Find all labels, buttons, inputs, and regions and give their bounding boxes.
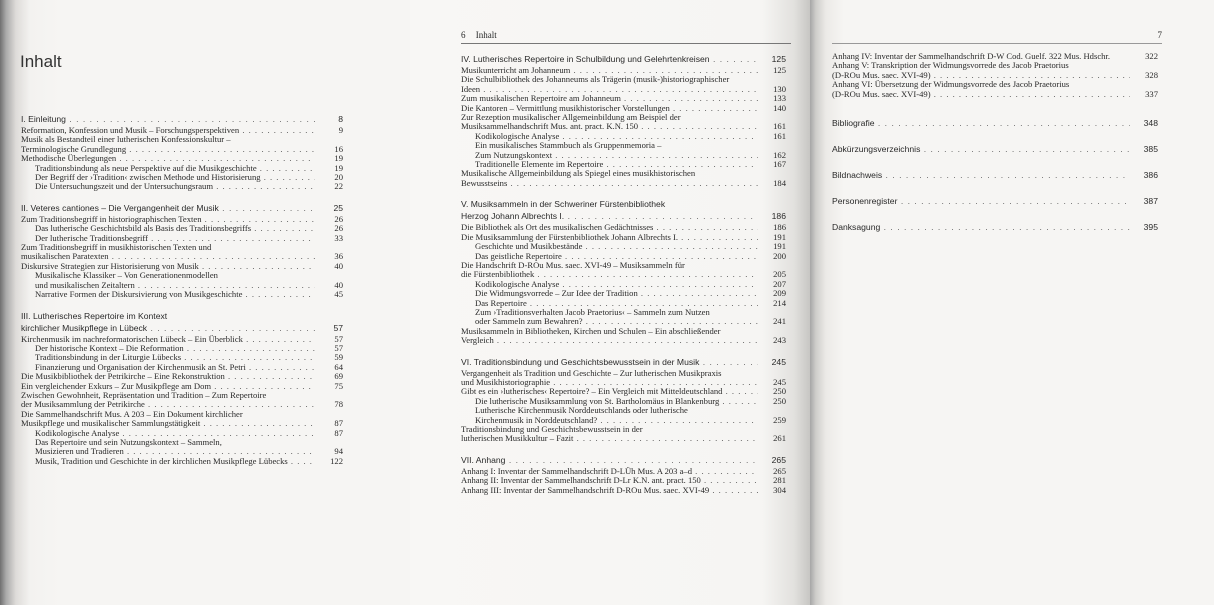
toc-page-number: 78	[334, 399, 343, 410]
toc-entry	[461, 406, 786, 415]
toc-page-number: 25	[333, 202, 343, 213]
toc-entry-title: Ein vergleichender Exkurs – Zur Musikpflege am Dom . . .	[21, 382, 315, 391]
toc-entry	[461, 169, 786, 178]
toc-page-number: 26	[334, 213, 343, 224]
toc-entry	[21, 182, 343, 191]
toc-chapter-heading	[461, 199, 786, 210]
toc-page-number: 87	[334, 427, 343, 438]
toc-entry-title: Bewusstseins . . .	[461, 179, 758, 188]
toc-page-number: 387	[1143, 196, 1158, 207]
toc-entry-title: Gibt es ein ›lutherisches‹ Repertoire? – Ein Vergleich mit Mitteldeutschland . . .	[461, 387, 758, 396]
toc-page-number: 45	[334, 289, 343, 300]
toc-entry	[461, 299, 786, 308]
toc-entry	[21, 262, 343, 271]
toc-page-number: 133	[773, 93, 786, 104]
toc-page-number: 16	[334, 143, 343, 154]
toc-chapter-heading	[461, 211, 786, 222]
toc-entry	[21, 353, 343, 362]
toc-page-number: 57	[334, 342, 343, 353]
toc-entry-title: Danksagung . . .	[832, 221, 1130, 233]
toc-entry	[461, 132, 786, 141]
toc-page-number: 250	[773, 395, 786, 406]
toc-page-number: 214	[773, 297, 786, 308]
toc-entry-title: Die Musiksammlung der Fürstenbibliothek Johann Albrechts I. . . .	[461, 233, 758, 242]
toc-entry-title: Traditionsbindung als neue Perspektive auf die Musikgeschichte . . .	[21, 164, 315, 173]
toc-entry-title: Zum Traditionsbegriff in historiographischen Texten . . .	[21, 215, 315, 224]
toc-entry-title: VI. Traditionsbindung und Geschichtsbewusstsein in der Musik . . .	[461, 357, 758, 368]
toc-page-number: 265	[773, 465, 786, 476]
toc-entry	[461, 151, 786, 160]
running-head-label: Inhalt	[475, 30, 497, 40]
toc-entry	[21, 290, 343, 299]
toc-entry-title: Der lutherische Traditionsbegriff . . .	[21, 234, 315, 243]
toc-entry-title: Kodikologische Analyse . . .	[461, 280, 758, 289]
toc-entry-title: und Musikhistoriographie . . .	[461, 378, 758, 387]
toc-page-number: 22	[334, 181, 343, 192]
toc-entry	[461, 122, 786, 131]
toc-entry-title: Anhang IV: Inventar der Sammelhandschrift D-W Cod. Guelf. 322 Mus. Hdschr.	[832, 52, 1110, 61]
toc-section	[21, 114, 343, 192]
toc-entry	[21, 419, 343, 428]
toc-entry-title: Musikalische Klassiker – Von Generationenmodellen	[35, 271, 218, 281]
toc-entry-title: Traditionsbindung in der Liturgie Lübecks . . .	[21, 353, 315, 362]
toc-entry-title: Reformation, Konfession und Musik – Forschungsperspektiven . . .	[21, 126, 315, 135]
toc-entry	[21, 164, 343, 173]
toc-section	[21, 203, 343, 300]
toc-entry	[21, 243, 343, 252]
toc-entry	[461, 261, 786, 270]
toc-entry-title: Die Kantoren – Vermittlung musikhistorischer Vorstellungen . . .	[461, 104, 758, 113]
toc-page-number: 40	[334, 260, 343, 271]
toc-entry	[21, 438, 343, 447]
toc-entry-title: Abkürzungsverzeichnis . . .	[832, 143, 1130, 155]
toc-entry	[21, 252, 343, 261]
toc-entry	[461, 280, 786, 289]
toc-entry	[21, 154, 343, 163]
toc-chapter-heading	[832, 143, 1158, 155]
toc-right-column	[832, 52, 1158, 247]
toc-page-number: 75	[334, 380, 343, 391]
toc-entry-title: (D-ROu Mus. saec. XVI-49) . . .	[832, 71, 1130, 80]
toc-page-number: 36	[334, 251, 343, 262]
toc-entry	[461, 486, 786, 495]
toc-page-number: 184	[773, 177, 786, 188]
toc-entry	[461, 425, 786, 434]
toc-entry	[461, 416, 786, 425]
toc-page-number: 241	[773, 316, 786, 327]
toc-entry	[21, 271, 343, 280]
toc-section	[21, 311, 343, 467]
toc-page-number: 385	[1143, 144, 1158, 155]
toc-entry-title: VII. Anhang . . .	[461, 455, 758, 466]
toc-page-number: 125	[771, 54, 786, 64]
toc-page-number: 33	[334, 232, 343, 243]
toc-chapter-heading	[832, 195, 1158, 207]
toc-entry	[461, 369, 786, 378]
toc-page-number: 259	[773, 414, 786, 425]
back-matter-list	[832, 117, 1158, 233]
toc-entry-title: Die Untersuchungszeit und der Untersuchungsraum . . .	[21, 182, 315, 191]
toc-entry	[21, 135, 343, 144]
toc-page-number: 161	[773, 130, 786, 141]
toc-entry-title: der Musiksammlung der Petrikirche . . .	[21, 400, 315, 409]
toc-entry-title: Anhang III: Inventar der Sammelhandschrift D-ROu Mus. saec. XVI-49 . . .	[461, 486, 758, 495]
toc-entry	[21, 215, 343, 224]
toc-entry-title: lutherischen Musikkultur – Fazit . . .	[461, 434, 758, 443]
toc-page-number: 265	[771, 454, 786, 465]
toc-entry-title: Die Schulbibliothek des Johanneums als Trägerin (musik-)historiographischer	[461, 75, 730, 85]
toc-page-number: 161	[773, 121, 786, 132]
toc-entry-title: Die lutherische Musiksammlung von St. Bartholomäus in Blankenburg . . .	[461, 397, 758, 406]
toc-entry-title: Die Handschrift D-ROu Mus. saec. XVI-49 – Musiksammeln für	[461, 260, 685, 270]
toc-entry-title: Methodische Überlegungen . . .	[21, 154, 315, 163]
toc-entry	[21, 145, 343, 154]
toc-entry-title: Bildnachweis . . .	[832, 169, 1130, 181]
toc-entry-title: Zur Rezeption musikalischer Allgemeinbildung am Beispiel der	[461, 113, 681, 123]
toc-page-number: 261	[773, 433, 786, 444]
toc-entry-title: Das geistliche Repertoire . . .	[461, 252, 758, 261]
toc-chapter-heading	[461, 357, 786, 368]
toc-entry-title: Personenregister . . .	[832, 195, 1130, 207]
toc-entry	[461, 270, 786, 279]
toc-entry-title: Vergangenheit als Tradition und Geschichte – Zur lutherischen Musikpraxis	[461, 368, 722, 378]
toc-middle-column	[461, 54, 786, 506]
toc-entry	[21, 457, 343, 466]
toc-entry-title: Herzog Johann Albrechts I. . . .	[461, 211, 758, 222]
toc-page-number: 281	[773, 475, 786, 486]
toc-page-number: 40	[334, 279, 343, 290]
toc-page-number: 8	[338, 114, 343, 124]
toc-entry-title: die Fürstenbibliothek . . .	[461, 270, 758, 279]
toc-entry-title: Kodikologische Analyse . . .	[461, 132, 758, 141]
toc-entry	[461, 223, 786, 232]
toc-page-number: 57	[334, 333, 343, 344]
toc-entry	[461, 160, 786, 169]
toc-entry-title: III. Lutherisches Repertoire im Kontext	[21, 310, 168, 321]
toc-entry	[461, 242, 786, 251]
toc-section	[461, 455, 786, 495]
toc-entry	[461, 75, 786, 84]
toc-entry	[461, 476, 786, 485]
toc-entry-title: oder Sammeln zum Bewahren? . . .	[461, 317, 758, 326]
toc-page-number: 348	[1143, 118, 1158, 129]
toc-entry	[21, 410, 343, 419]
toc-entry	[832, 80, 1158, 89]
toc-page-number: 386	[1143, 170, 1158, 181]
toc-entry-title: Musik, Tradition und Geschichte in der kirchlichen Musikpflege Lübecks . . .	[21, 457, 315, 466]
toc-entry-title: Zum Nutzungskontext . . .	[461, 151, 758, 160]
toc-entry	[21, 234, 343, 243]
toc-entry	[21, 344, 343, 353]
toc-chapter-heading	[832, 221, 1158, 233]
toc-page-number: 245	[773, 376, 786, 387]
toc-page-number: 243	[773, 335, 786, 346]
toc-entry	[21, 400, 343, 409]
toc-page-number: 304	[773, 484, 786, 495]
toc-entry-title: Zwischen Gewohnheit, Repräsentation und Tradition – Zum Repertoire	[21, 390, 267, 400]
toc-section	[461, 199, 786, 345]
toc-entry-title: (D-ROu Mus. saec. XVI-49) . . .	[832, 90, 1130, 99]
toc-entry	[461, 104, 786, 113]
toc-entry-title: musikalischen Paratexten . . .	[21, 252, 315, 261]
toc-page-number: 209	[773, 288, 786, 299]
toc-page-number: 19	[334, 162, 343, 173]
toc-entry	[21, 126, 343, 135]
toc-entry-title: Der Begriff der ›Tradition‹ zwischen Methode und Historisierung . . .	[21, 173, 315, 182]
toc-entry-title: Traditionelle Elemente im Repertoire . . .	[461, 160, 758, 169]
running-head-left	[461, 30, 791, 44]
toc-entry-title: Kirchenmusik in Norddeutschland? . . .	[461, 416, 758, 425]
toc-entry-title: kirchlicher Musikpflege in Lübeck . . .	[21, 323, 315, 334]
appendix-continued	[832, 52, 1158, 99]
toc-page-number: 322	[1145, 51, 1158, 61]
toc-entry-title: Anhang V: Transkription der Widmungsvorrede des Jacob Praetorius	[832, 61, 1069, 71]
toc-entry	[21, 335, 343, 344]
toc-entry	[21, 173, 343, 182]
toc-page-number: 191	[773, 241, 786, 252]
toc-page-number: 205	[773, 269, 786, 280]
toc-entry-title: Das Repertoire . . .	[461, 299, 758, 308]
toc-entry	[21, 429, 343, 438]
toc-entry	[21, 391, 343, 400]
toc-page-number: 122	[330, 455, 343, 466]
toc-entry-title: I. Einleitung . . .	[21, 114, 315, 125]
toc-entry-title: Kirchenmusik im nachreformatorischen Lübeck – Ein Überblick . . .	[21, 335, 315, 344]
toc-entry	[461, 85, 786, 94]
toc-entry	[832, 52, 1158, 61]
toc-page-number: 207	[773, 278, 786, 289]
toc-page-number: 64	[334, 361, 343, 372]
page-title: Inhalt	[20, 52, 62, 71]
toc-entry	[21, 372, 343, 381]
running-head-right	[832, 30, 1162, 44]
toc-page-number: 87	[334, 418, 343, 429]
toc-entry-title: Finanzierung und Organisation der Kirchenmusik an St. Petri . . .	[21, 363, 315, 372]
toc-entry-title: Musizieren und Tradieren . . .	[21, 447, 315, 456]
toc-entry-title: V. Musiksammeln in der Schweriner Fürstenbibliothek	[461, 199, 666, 210]
toc-page-number: 337	[1145, 88, 1158, 99]
toc-page-number: 245	[771, 356, 786, 367]
toc-entry-title: Diskursive Strategien zur Historisierung von Musik . . .	[21, 262, 315, 271]
toc-entry	[461, 378, 786, 387]
toc-entry-title: Das lutherische Geschichtsbild als Basis des Traditionsbegriffs . . .	[21, 224, 315, 233]
toc-entry-title: Bibliografie . . .	[832, 117, 1130, 129]
toc-entry-title: Geschichte und Musikbestände . . .	[461, 242, 758, 251]
toc-entry	[21, 281, 343, 290]
toc-page-number: 186	[771, 211, 786, 222]
toc-page-number: 200	[773, 250, 786, 261]
toc-entry-title: Terminologische Grundlegung . . .	[21, 145, 315, 154]
toc-entry-title: Zum Traditionsbegriff in musikhistorischen Texten und	[21, 243, 212, 253]
toc-entry-title: Kodikologische Analyse . . .	[21, 429, 315, 438]
toc-entry-title: Ein musikalisches Stammbuch als Gruppenmemoria –	[475, 141, 662, 151]
toc-entry	[461, 289, 786, 298]
toc-page-number: 57	[333, 322, 343, 333]
toc-entry-title: Musiksammeln in Bibliotheken, Kirchen und Schulen – Ein abschließender	[461, 326, 721, 336]
toc-entry	[21, 447, 343, 456]
toc-entry-title: Anhang VI: Übersetzung der Widmungsvorrede des Jacob Praetorius	[832, 80, 1070, 90]
toc-entry	[461, 66, 786, 75]
toc-entry	[461, 233, 786, 242]
toc-page-number: 140	[773, 102, 786, 113]
toc-page-number: 186	[773, 222, 786, 233]
toc-entry	[832, 71, 1158, 80]
toc-entry-title: Vergleich . . .	[461, 336, 758, 345]
toc-page-number: 125	[773, 65, 786, 75]
toc-chapter-heading	[21, 203, 343, 214]
toc-entry	[461, 113, 786, 122]
toc-page-number: 167	[773, 159, 786, 170]
toc-entry-title: Musikalische Allgemeinbildung als Spiegel eines musikhistorischen	[461, 169, 696, 179]
toc-chapter-heading	[832, 169, 1158, 181]
toc-entry	[461, 179, 786, 188]
toc-entry-title: Anhang II: Inventar der Sammelhandschrift D-Lr K.N. ant. pract. 150 . . .	[461, 476, 758, 485]
toc-entry	[461, 308, 786, 317]
toc-entry	[461, 141, 786, 150]
toc-page-number: 9	[338, 125, 343, 135]
toc-entry	[461, 467, 786, 476]
toc-page-number: 94	[334, 446, 343, 457]
toc-entry	[461, 317, 786, 326]
toc-entry-title: IV. Lutherisches Repertoire in Schulbildung und Gelehrtenkreisen . . .	[461, 54, 758, 65]
toc-entry	[461, 94, 786, 103]
toc-entry-title: Ideen . . .	[461, 85, 758, 94]
toc-chapter-heading	[832, 117, 1158, 129]
page-number: 6	[461, 30, 466, 40]
toc-page-number: 19	[334, 153, 343, 164]
toc-entry-title: Die Musikbibliothek der Petrikirche – Eine Rekonstruktion . . .	[21, 372, 315, 381]
toc-chapter-heading	[21, 323, 343, 334]
toc-entry-title: Das Repertoire und sein Nutzungskontext – Sammeln,	[35, 437, 222, 447]
toc-chapter-heading	[461, 455, 786, 466]
toc-page-number: 130	[773, 83, 786, 94]
toc-entry-title: Musik als Bestandteil einer lutherischen Konfessionskultur –	[21, 135, 231, 145]
toc-chapter-heading	[21, 114, 343, 125]
toc-entry	[461, 387, 786, 396]
toc-page-number: 395	[1143, 222, 1158, 233]
toc-entry-title: Narrative Formen der Diskursivierung von Musikgeschichte . . .	[21, 290, 315, 299]
toc-entry-title: Zum ›Traditionsverhalten Jacob Praetorius‹ – Sammeln zum Nutzen	[475, 307, 710, 317]
toc-entry-title: Musiksammelhandschrift Mus. ant. pract. K.N. 150 . . .	[461, 122, 758, 131]
toc-page-number: 191	[773, 231, 786, 242]
toc-page-number: 26	[334, 223, 343, 234]
toc-entry-title: Anhang I: Inventar der Sammelhandschrift D-LÜh Mus. A 203 a–d . . .	[461, 467, 758, 476]
toc-section	[461, 54, 786, 188]
toc-page-number: 162	[773, 149, 786, 160]
toc-entry-title: Die Bibliothek als Ort des musikalischen Gedächtnisses . . .	[461, 223, 758, 232]
toc-entry	[461, 336, 786, 345]
toc-entry-title: und musikalischen Zeitaltern . . .	[21, 281, 315, 290]
toc-section	[461, 357, 786, 444]
toc-entry	[21, 224, 343, 233]
toc-entry	[21, 382, 343, 391]
toc-entry	[832, 61, 1158, 70]
toc-entry	[461, 252, 786, 261]
toc-entry-title: Traditionsbindung und Geschichtsbewusstsein in der	[461, 425, 643, 434]
toc-entry-title: II. Veteres cantiones – Die Vergangenheit der Musik . . .	[21, 203, 315, 214]
toc-entry-title: Musikunterricht am Johanneum . . .	[461, 66, 758, 75]
toc-entry-title: Der historische Kontext – Die Reformation . . .	[21, 344, 315, 353]
toc-page-number: 59	[334, 352, 343, 363]
toc-entry	[461, 434, 786, 443]
toc-entry	[461, 397, 786, 406]
toc-left-column	[21, 114, 343, 477]
toc-entry	[461, 327, 786, 336]
toc-chapter-heading	[461, 54, 786, 65]
toc-entry-title: Zum musikalischen Repertoire am Johanneum . . .	[461, 94, 758, 103]
toc-entry	[832, 90, 1158, 99]
page-number: 7	[1157, 30, 1162, 40]
toc-page-number: 20	[334, 172, 343, 183]
toc-chapter-heading	[21, 311, 343, 322]
toc-page-number: 250	[773, 386, 786, 397]
toc-entry-title: Die Widmungsvorrede – Zur Idee der Tradition . . .	[461, 289, 758, 298]
toc-entry	[21, 363, 343, 372]
toc-entry-title: Die Sammelhandschrift Mus. A 203 – Ein Dokument kirchlicher	[21, 409, 243, 419]
toc-entry-title: Lutherische Kirchenmusik Norddeutschlands oder lutherische	[475, 406, 688, 416]
toc-page-number: 69	[334, 371, 343, 382]
toc-page-number: 328	[1145, 69, 1158, 80]
toc-entry-title: Musikpflege und musikalischer Sammlungstätigkeit . . .	[21, 419, 315, 428]
